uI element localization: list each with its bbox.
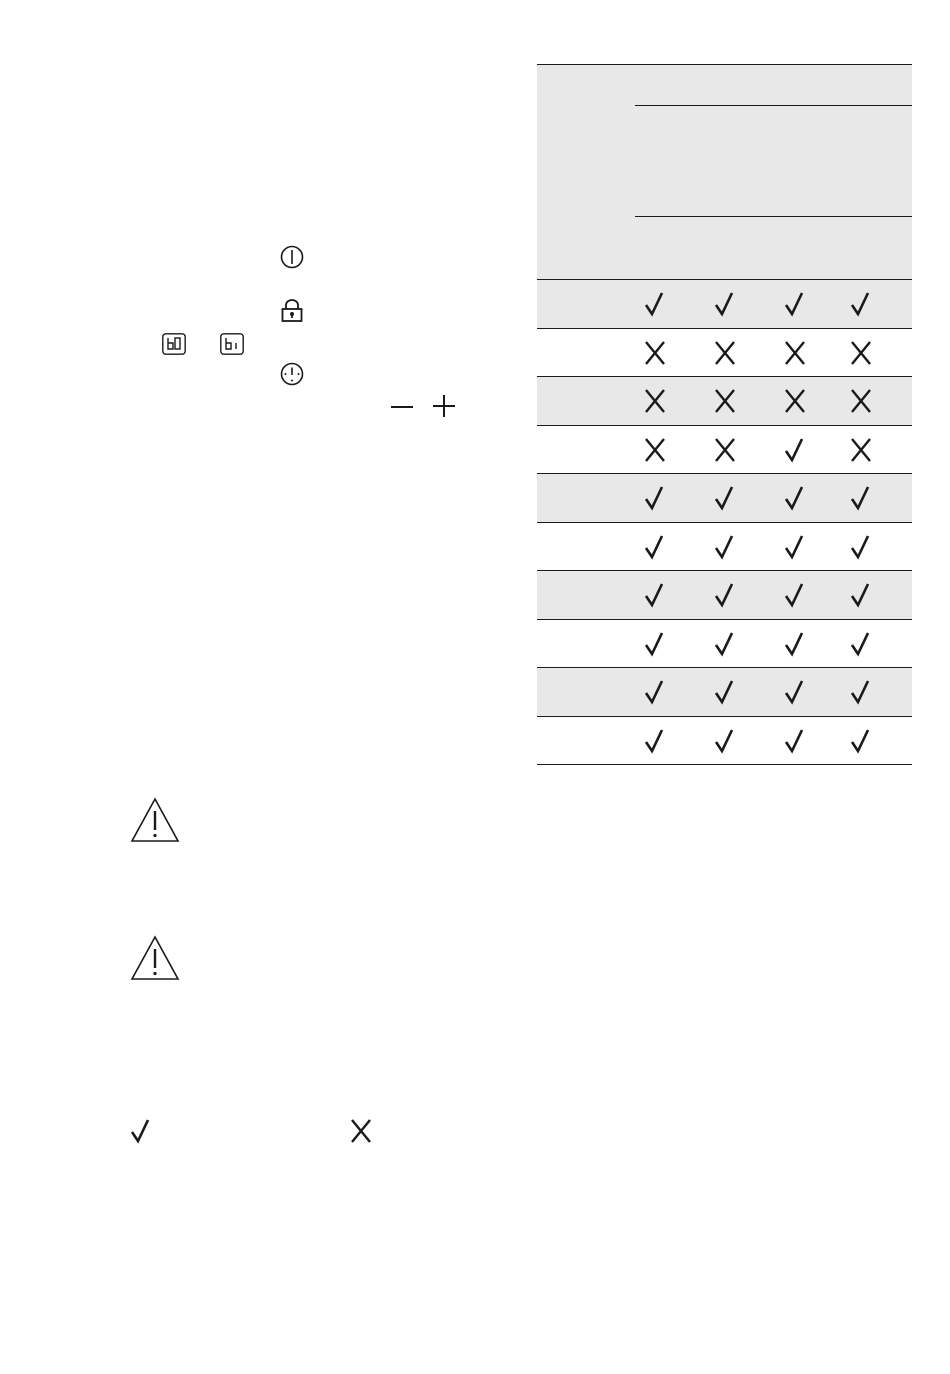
check-icon xyxy=(635,717,675,765)
check-icon xyxy=(775,571,815,619)
table-row xyxy=(537,716,912,766)
cross-icon xyxy=(705,329,745,377)
check-icon xyxy=(705,620,745,668)
legend-cross-icon xyxy=(350,1119,372,1143)
check-icon xyxy=(635,523,675,571)
display-b0-icon xyxy=(162,333,186,355)
check-icon xyxy=(705,668,745,716)
check-icon xyxy=(841,668,881,716)
check-icon xyxy=(635,571,675,619)
compatibility-table xyxy=(537,64,912,766)
legend-check-icon xyxy=(130,1118,152,1144)
cross-icon xyxy=(775,329,815,377)
cross-icon xyxy=(635,329,675,377)
check-icon xyxy=(775,280,815,328)
check-icon xyxy=(775,620,815,668)
table-row xyxy=(537,279,912,328)
check-icon xyxy=(775,426,815,474)
check-icon xyxy=(775,474,815,522)
check-icon xyxy=(705,571,745,619)
check-icon xyxy=(705,280,745,328)
check-icon xyxy=(635,668,675,716)
cross-icon xyxy=(841,426,881,474)
check-icon xyxy=(841,620,881,668)
lock-icon xyxy=(280,298,304,324)
check-icon xyxy=(841,280,881,328)
table-row xyxy=(537,619,912,668)
cross-icon xyxy=(635,426,675,474)
table-header xyxy=(537,64,912,280)
check-icon xyxy=(841,523,881,571)
table-row xyxy=(537,570,912,619)
check-icon xyxy=(775,523,815,571)
cross-icon xyxy=(775,377,815,425)
cross-icon xyxy=(841,329,881,377)
table-row xyxy=(537,522,912,571)
plus-icon xyxy=(432,394,456,418)
power-icon xyxy=(280,245,304,269)
check-icon xyxy=(775,668,815,716)
check-icon xyxy=(635,474,675,522)
check-icon xyxy=(841,571,881,619)
display-b1-icon xyxy=(220,333,244,355)
cross-icon xyxy=(705,377,745,425)
table-row xyxy=(537,473,912,522)
cross-icon xyxy=(705,426,745,474)
check-icon xyxy=(635,620,675,668)
cross-icon xyxy=(841,377,881,425)
check-icon xyxy=(705,474,745,522)
cross-icon xyxy=(635,377,675,425)
table-row xyxy=(537,328,912,377)
check-icon xyxy=(841,474,881,522)
check-icon xyxy=(705,717,745,765)
check-icon xyxy=(635,280,675,328)
header-divider xyxy=(635,105,912,106)
timer-icon xyxy=(280,362,304,386)
header-divider xyxy=(635,216,912,217)
check-icon xyxy=(775,717,815,765)
table-row xyxy=(537,667,912,716)
table-row xyxy=(537,425,912,474)
minus-icon xyxy=(390,395,414,419)
warning-icon xyxy=(130,797,180,843)
check-icon xyxy=(841,717,881,765)
check-icon xyxy=(705,523,745,571)
table-row xyxy=(537,376,912,425)
warning-icon xyxy=(130,935,180,981)
